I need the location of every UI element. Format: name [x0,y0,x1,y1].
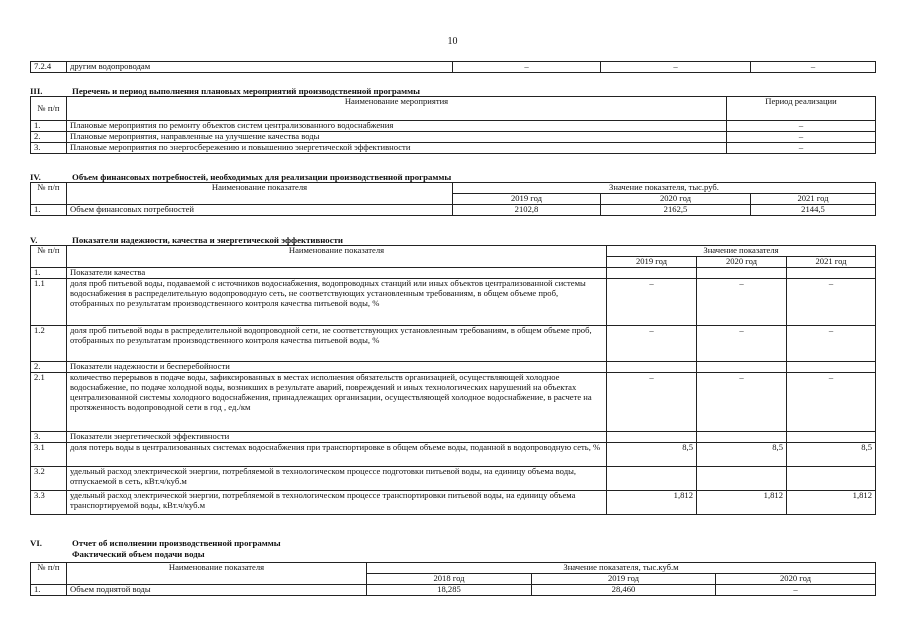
row-value [697,467,787,491]
section-heading-v [30,235,343,245]
table-row [31,467,876,491]
row-value [607,467,697,491]
section-heading-iv [30,172,451,182]
table-header-row [31,563,876,574]
row-name: Плановые мероприятия по энергосбережению и повышению энергетической эффективности [67,143,727,154]
table-row [31,279,876,326]
section-subtitle: Фактический объем подачи воды [72,549,205,559]
header-name: Наименование показателя [67,183,453,205]
header-year: 2021 год [787,257,876,268]
row-number: 3. [31,432,67,443]
row-number: 1. [31,585,67,596]
row-value: 8,5 [787,443,876,467]
row-period: – [727,143,876,154]
row-value: 28,460 [532,585,716,596]
row-name: Объем финансовых потребностей [67,205,453,216]
table-group-row [31,432,876,443]
row-value: 2162,5 [601,205,751,216]
row-name: количество перерывов в подаче воды, зафиксированных в местах исполнения обязательств организацией, осуществляющей холодное водоснабжение, по подаче холодной воды, возникших в результате аварий, повреждений и иных технологических нарушений на объектах централизованной системы холодного водоснабжения, принадлежащих организации, осуществляющей холодное водоснабжение, в расчете на протяженность водопроводной сети в год , ед./км [67,373,607,432]
row-name: Показатели качества [67,268,607,279]
header-name: Наименование показателя [67,246,607,268]
row-period: – [727,121,876,132]
section-heading-iii [30,86,420,96]
section-number: V. [30,235,38,245]
row-name: доля проб питьевой воды, подаваемой с источников водоснабжения, водопроводных станций или иных объектов централизованной системы водоснабжения в распределительную водопроводную сеть, не соответствующих установленным требованиям, в общем объеме проб, отобранных по результатам производственного контроля качества питьевой воды, % [67,279,607,326]
table-section-iii [30,96,876,154]
row-number: 1.1 [31,279,67,326]
header-year: 2020 год [601,194,751,205]
row-number: 3.2 [31,467,67,491]
table-row [31,143,876,154]
table-section-iv [30,182,876,216]
header-year: 2020 год [716,574,876,585]
section-title: Отчет об исполнении производственной программы [72,538,281,548]
table-group-row [31,268,876,279]
table-row [31,62,876,73]
row-number: 1. [31,121,67,132]
row-number: 3. [31,143,67,154]
row-value: 8,5 [697,443,787,467]
row-name: Объем поднятой воды [67,585,367,596]
table-header-row [31,183,876,194]
section-title: Перечень и период выполнения плановых мероприятий производственной программы [72,86,421,96]
row-value: 8,5 [607,443,697,467]
section-number: III. [30,86,43,96]
row-value: – [607,279,697,326]
table-row [31,326,876,362]
table-row [31,373,876,432]
row-value: – [751,62,876,73]
section-number: VI. [30,538,42,548]
table-header-row [31,246,876,257]
row-value: – [607,373,697,432]
table-header-row [31,97,876,121]
header-number: № п/п [31,563,67,585]
row-value: – [697,326,787,362]
header-year: 2021 год [751,194,876,205]
table-row [31,443,876,467]
table-row [31,121,876,132]
header-number: № п/п [31,183,67,205]
row-value: – [697,373,787,432]
table-row [31,205,876,216]
header-year: 2020 год [697,257,787,268]
row-name: удельный расход электрической энергии, потребляемой в технологическом процессе подготовки питьевой воды, на единицу объема воды, отпускаемой в сеть, кВт.ч/куб.м [67,467,607,491]
section-title: Показатели надежности, качества и энергетической эффективности [72,235,343,245]
section-title: Объем финансовых потребностей, необходимых для реализации производственной программы [72,172,452,182]
row-value [787,467,876,491]
row-name: доля проб питьевой воды в распределительной водопроводной сети, не соответствующих установленным требованиям, в общем объеме проб, отобранных по результатам производственного контроля качества питьевой воды, % [67,326,607,362]
row-name: другим водопроводам [67,62,453,73]
row-value: – [787,279,876,326]
table-row [31,585,876,596]
row-value: – [787,326,876,362]
row-name: Плановые мероприятия, направленные на улучшение качества воды [67,132,727,143]
row-value: – [601,62,751,73]
row-number: 3.3 [31,491,67,515]
header-value: Значение показателя [607,246,876,257]
page-number: 10 [447,36,458,47]
row-number: 2.1 [31,373,67,432]
row-value: 1,812 [787,491,876,515]
row-value: 1,812 [697,491,787,515]
header-value: Значение показателя, тыс.руб. [453,183,876,194]
row-number: 1. [31,268,67,279]
row-value: 1,812 [607,491,697,515]
row-number: 3.1 [31,443,67,467]
row-number: 2. [31,132,67,143]
header-value: Значение показателя, тыс.куб.м [367,563,876,574]
row-value: – [607,326,697,362]
header-year: 2019 год [607,257,697,268]
row-value: – [787,373,876,432]
header-year: 2019 год [532,574,716,585]
row-value: – [716,585,876,596]
row-number: 2. [31,362,67,373]
row-value: 2144,5 [751,205,876,216]
table-row [31,491,876,515]
table-section-v [30,245,876,515]
row-name: Показатели надежности и бесперебойности [67,362,607,373]
row-period: – [727,132,876,143]
row-value: 18,285 [367,585,532,596]
header-period: Период реализации [727,97,876,121]
row-name: Плановые мероприятия по ремонту объектов систем централизованного водоснабжения [67,121,727,132]
header-number: № п/п [31,97,67,121]
row-number: 7.2.4 [31,62,67,73]
table-top-continuation [30,61,876,73]
row-number: 1.2 [31,326,67,362]
row-name: Показатели энергетической эффективности [67,432,607,443]
row-value: 2102,8 [453,205,601,216]
table-group-row [31,362,876,373]
row-name: доля потерь воды в централизованных системах водоснабжения при транспортировке в общем объеме воды, поданной в водопроводную сеть, % [67,443,607,467]
table-row [31,132,876,143]
section-heading-vi [30,538,281,548]
table-section-vi [30,562,876,596]
header-year: 2018 год [367,574,532,585]
header-name: Наименование мероприятия [67,97,727,121]
row-name: удельный расход электрической энергии, потребляемой в технологическом процессе транспортировки питьевой воды, на единицу объема транспортируемой воды, кВт.ч/куб.м [67,491,607,515]
row-value: – [453,62,601,73]
row-number: 1. [31,205,67,216]
row-value: – [697,279,787,326]
header-year: 2019 год [453,194,601,205]
header-number: № п/п [31,246,67,268]
header-name: Наименование показателя [67,563,367,585]
section-number: IV. [30,172,41,182]
